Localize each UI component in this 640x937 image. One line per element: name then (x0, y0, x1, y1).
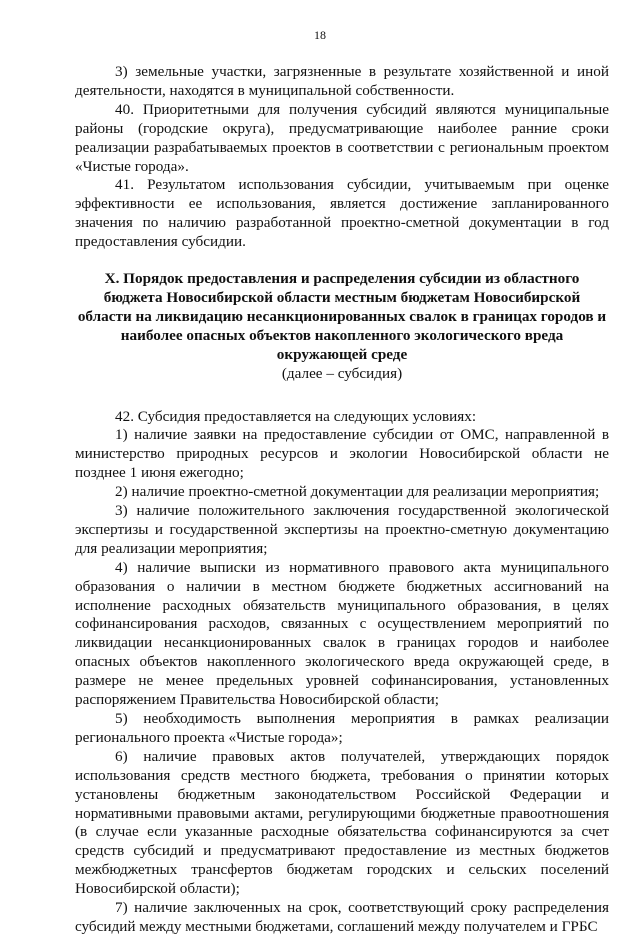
condition-item-5: 5) необходимость выполнения мероприятия в рамках реализации регионального проекта «Чистые города»; (75, 710, 609, 746)
condition-item-2: 2) наличие проектно-сметной документации для реализации мероприятия; (115, 483, 600, 501)
paragraph-item-3: 3) земельные участки, загрязненные в результате хозяйственной и иной деятельности, находятся в муниципальной собственности. (75, 63, 609, 99)
condition-item-4: 4) наличие выписки из нормативного правового акта муниципального образования о наличии в местном бюджете бюджетных ассигнований на исполнение расходных обязательств муниципального образования, в целях софинансирования расходов, связанных с осуществлением мероприятий по ликвидации несанкционированных свалок в границах городов и наиболее опасных объектов накопленного экологического вреда окружающей среде, в размере не менее предельных уровней софинансирования, установленных распоряжением Правительства Новосибирской области; (75, 558, 609, 709)
condition-item-3: 3) наличие положительного заключения государственной экологической экспертизы и государственной экспертизы на проектно-сметную документацию для реализации мероприятия; (75, 502, 609, 557)
condition-item-6: 6) наличие правовых актов получателей, утверждающих порядок использования средств местного бюджета, требования о принятии которых установлены бюджетным законодательством Российской Федерации и нормативными правовыми актами, регулирующими бюджетные правоотношения (в случае если указанные расходные обязательства софинансируются за счет средств субсидий и предусматривают предоставление из местных бюджетов межбюджетных трансфертов бюджетам городских и сельских поселений Новосибирской области); (75, 747, 609, 898)
section-heading: X. Порядок предоставления и распределения субсидии из областного бюджета Новосибирской области местным бюджетам Новосибирской области на ликвидацию несанкционированных свалок в границах городов и наиболее опасных объектов накопленного экологического вреда окружающей среде (77, 270, 607, 363)
paragraph-40: 40. Приоритетными для получения субсидий являются муниципальные районы (городские округа), предусматривающие наиболее ранние сроки реализации разрабатываемых проектов в соответствии с региональным проектом «Чистые города». (75, 100, 609, 175)
condition-item-1: 1) наличие заявки на предоставление субсидии от ОМС, направленной в министерство природных ресурсов и экологии Новосибирской области не позднее 1 июня ежегодно; (75, 426, 609, 482)
document-body (75, 63, 609, 937)
paragraph-42: 42. Субсидия предоставляется на следующих условиях: (115, 407, 477, 425)
page-number: 18 (314, 28, 326, 42)
condition-item-7: 7) наличие заключенных на срок, соответствующий сроку распределения субсидий между местными бюджетами, соглашений между получателем и ГРБС (75, 899, 609, 935)
section-subheading: (далее – субсидия) (281, 364, 403, 382)
paragraph-41: 41. Результатом использования субсидии, учитываемым при оценке эффективности ее использования, является достижение запланированного значения по наличию разработанной проектно-сметной документации в год предоставления субсидии. (75, 176, 609, 251)
